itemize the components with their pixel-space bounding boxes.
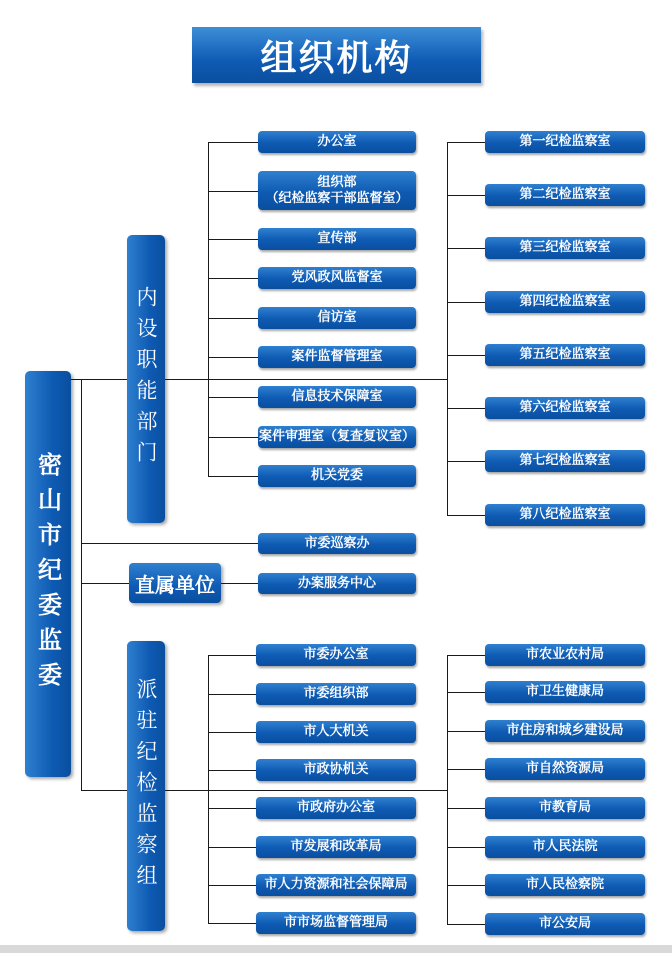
connector-line-17	[208, 437, 258, 438]
connector-line-29	[208, 655, 209, 923]
connector-line-11	[208, 191, 258, 192]
dispatched-unit-left-box-4: 市政协机关	[256, 759, 416, 781]
case-service-center-box: 办案服务中心	[258, 573, 416, 594]
internal-dept-box-3: 宣传部	[258, 228, 416, 250]
connector-line-25	[447, 408, 485, 409]
connector-line-19	[447, 142, 448, 515]
connector-line-1	[81, 379, 82, 790]
connector-line-14	[208, 318, 258, 319]
connector-line-40	[447, 692, 485, 693]
dispatched-unit-right-box-7: 市人民检察院	[485, 874, 645, 896]
internal-dept-box-4: 党风政风监督室	[258, 267, 416, 289]
dispatched-unit-right-box-1: 市农业农村局	[485, 644, 645, 666]
bottom-bar	[0, 945, 672, 953]
internal-dept-box-8: 案件审理室（复查复议室）	[258, 426, 416, 448]
dispatched-unit-left-box-5: 市政府办公室	[256, 797, 416, 819]
connector-line-38	[447, 655, 448, 924]
connector-line-16	[208, 397, 258, 398]
dispatched-unit-left-box-2: 市委组织部	[256, 683, 416, 705]
connector-line-41	[447, 731, 485, 732]
discipline-room-box-2: 第二纪检监察室	[485, 184, 645, 206]
connector-line-4	[81, 543, 258, 544]
discipline-room-box-1: 第一纪检监察室	[485, 131, 645, 153]
connector-line-33	[208, 770, 256, 771]
internal-dept-box-5: 信访室	[258, 307, 416, 329]
discipline-room-box-6: 第六纪检监察室	[485, 397, 645, 419]
dispatched-groups-label: 派驻纪检监察组	[134, 677, 158, 895]
internal-dept-box-6: 案件监督管理室	[258, 346, 416, 368]
root-node	[25, 371, 71, 777]
connector-line-23	[447, 302, 485, 303]
connector-line-18	[208, 476, 258, 477]
connector-line-13	[208, 278, 258, 279]
internal-dept-box-7: 信息技术保障室	[258, 386, 416, 408]
inspection-office-box: 市委巡察办	[258, 533, 416, 554]
discipline-room-box-7: 第七纪检监察室	[485, 450, 645, 472]
discipline-room-box-3: 第三纪检监察室	[485, 237, 645, 259]
connector-line-32	[208, 732, 256, 733]
connector-line-6	[221, 583, 258, 584]
connector-line-31	[208, 694, 256, 695]
connector-line-37	[208, 923, 256, 924]
connector-line-21	[447, 195, 485, 196]
connector-line-35	[208, 847, 256, 848]
dispatched-unit-left-box-1: 市委办公室	[256, 644, 416, 666]
connector-line-34	[208, 808, 256, 809]
connector-line-12	[208, 239, 258, 240]
discipline-room-box-4: 第四纪检监察室	[485, 291, 645, 313]
internal-dept-box-1: 办公室	[258, 131, 416, 153]
chart-title: 组织机构	[192, 27, 481, 83]
connector-line-20	[447, 142, 485, 143]
connector-line-2	[71, 379, 81, 380]
connector-line-42	[447, 769, 485, 770]
discipline-room-box-5: 第五纪检监察室	[485, 344, 645, 366]
dispatched-unit-right-box-6: 市人民法院	[485, 836, 645, 858]
connector-line-5	[81, 583, 129, 584]
discipline-room-box-8: 第八纪检监察室	[485, 504, 645, 526]
dispatched-unit-left-box-3: 市人大机关	[256, 721, 416, 743]
connector-line-15	[208, 357, 258, 358]
connector-line-24	[447, 355, 485, 356]
dispatched-unit-left-box-6: 市发展和改革局	[256, 836, 416, 858]
connector-line-36	[208, 885, 256, 886]
dispatched-unit-left-box-7: 市人力资源和社会保障局	[256, 874, 416, 896]
direct-units-node: 直属单位	[129, 563, 221, 603]
connector-line-26	[447, 461, 485, 462]
dispatched-unit-right-box-4: 市自然资源局	[485, 758, 645, 780]
internal-dept-box-9: 机关党委	[258, 465, 416, 487]
connector-line-22	[447, 248, 485, 249]
connector-line-10	[208, 142, 258, 143]
dispatched-unit-right-box-5: 市教育局	[485, 797, 645, 819]
internal-dept-node	[127, 235, 165, 523]
connector-line-45	[447, 885, 485, 886]
connector-line-27	[447, 515, 485, 516]
internal-dept-box-2: 组织部 （纪检监察干部监督室）	[258, 171, 416, 210]
connector-line-3	[81, 379, 127, 380]
internal-dept-label: 内设职能部门	[134, 286, 158, 472]
connector-line-30	[208, 655, 256, 656]
connector-line-43	[447, 808, 485, 809]
dispatched-unit-right-box-8: 市公安局	[485, 913, 645, 935]
connector-line-39	[447, 655, 485, 656]
dispatched-groups-node	[127, 641, 165, 931]
dispatched-unit-right-box-3: 市住房和城乡建设局	[485, 720, 645, 742]
root-label: 密山市纪委监委	[33, 451, 62, 697]
dispatched-unit-left-box-8: 市市场监督管理局	[256, 912, 416, 934]
connector-line-44	[447, 847, 485, 848]
dispatched-unit-right-box-2: 市卫生健康局	[485, 681, 645, 703]
connector-line-9	[208, 142, 209, 476]
connector-line-7	[81, 790, 127, 791]
connector-line-46	[447, 924, 485, 925]
